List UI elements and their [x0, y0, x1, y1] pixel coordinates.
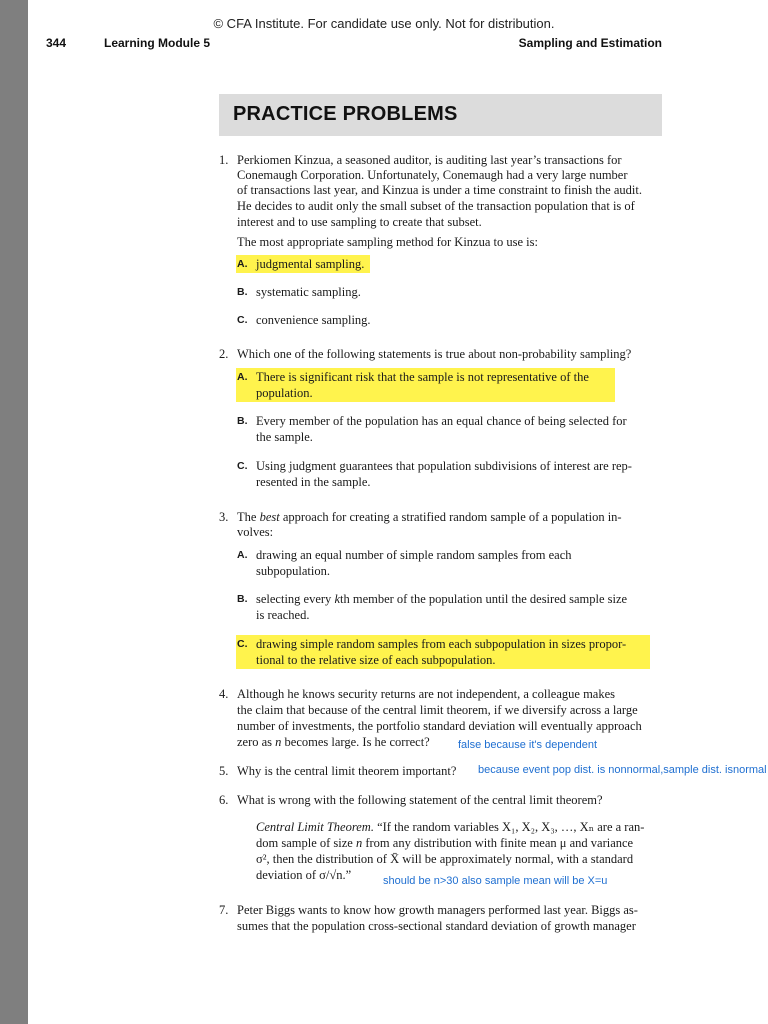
- q6-line: What is wrong with the following statement of the central limit theorem?: [237, 793, 603, 807]
- q2-option-a: There is significant risk that the sample is not representative of the: [256, 370, 589, 384]
- q1-line: of transactions last year, and Kinzua is under a time constraint to finish the audit.: [237, 183, 642, 197]
- q1-option-a: judgmental sampling.: [256, 257, 365, 271]
- option-letter: C.: [237, 314, 248, 326]
- q5-line: Why is the central limit theorem important?: [237, 764, 457, 778]
- q6-quote-title: Central Limit Theorem.: [256, 820, 374, 834]
- handwritten-note: false because it's dependent: [458, 739, 598, 751]
- q4-line: Although he knows security returns are not independent, a colleague makes: [237, 687, 616, 701]
- q3-option-c: tional to the relative size of each subpopulation.: [256, 653, 496, 667]
- handwritten-note: should be n>30 also sample mean will be X=u: [383, 875, 608, 887]
- q1-line: Conemaugh Corporation. Unfortunately, Conemaugh had a very large number: [237, 168, 628, 182]
- banner-title: PRACTICE PROBLEMS: [233, 103, 458, 125]
- q3-option-b-text: th member of the population until the desired sample size: [340, 592, 628, 606]
- q3-text: The: [237, 510, 260, 524]
- left-margin-bar: [0, 0, 28, 1024]
- section-label: Sampling and Estimation: [518, 36, 662, 50]
- option-letter: C.: [237, 460, 248, 472]
- q2-option-b: Every member of the population has an equal chance of being selected for: [256, 414, 627, 428]
- question-number: 4.: [219, 687, 229, 701]
- q7-line: Peter Biggs wants to know how growth managers performed last year. Biggs as-: [237, 903, 638, 917]
- q4-line: the claim that because of the central limit theorem, if we diversify across a large: [237, 703, 638, 717]
- q1-line: interest and to use sampling to create that subset.: [237, 215, 482, 229]
- q4-line: [237, 734, 430, 750]
- option-letter: B.: [237, 593, 248, 605]
- handwritten-note: because event pop dist. is nonnormal,sample dist. isnormal: [478, 764, 767, 776]
- q4-line: number of investments, the portfolio standard deviation will eventually approach: [237, 719, 642, 733]
- q3-line: [237, 509, 622, 525]
- q6-quote-emphasis: n: [355, 836, 363, 850]
- q6-quote-line: [256, 835, 633, 851]
- option-letter: A.: [237, 371, 248, 383]
- q1-line: He decides to audit only the small subset of the transaction population that is of: [237, 199, 635, 213]
- q2-option-a: population.: [256, 386, 313, 400]
- q6-quote-text: “If the random variables X₁, X₂, X₃, …, Xₙ are a ran-: [373, 820, 645, 834]
- q6-quote-line: σ², then the distribution of X̄ will be approximately normal, with a standard: [256, 852, 634, 866]
- module-label: Learning Module 5: [104, 36, 211, 50]
- q4-emphasis: n: [275, 735, 282, 749]
- option-letter: A.: [237, 549, 248, 561]
- q3-option-c: drawing simple random samples from each subpopulation in sizes propor-: [256, 637, 627, 651]
- q4-text: zero as: [237, 735, 276, 749]
- q4-text: becomes large. Is he correct?: [281, 735, 430, 749]
- question-number: 7.: [219, 903, 229, 917]
- q3-option-a: subpopulation.: [256, 564, 330, 578]
- q6-quote-text: from any distribution with finite mean μ and variance: [362, 836, 634, 850]
- page-number: 344: [46, 36, 67, 50]
- q3-emphasis: best: [259, 510, 280, 524]
- q2-option-c: resented in the sample.: [256, 475, 371, 489]
- q3-line: volves:: [237, 525, 274, 539]
- q7-line: sumes that the population cross-sectional standard deviation of growth manager: [237, 919, 636, 933]
- option-letter: C.: [237, 638, 248, 650]
- copyright-note: © CFA Institute. For candidate use only. Not for distribution.: [213, 16, 555, 31]
- q6-quote-line: [256, 819, 644, 835]
- q1-option-c: convenience sampling.: [256, 313, 371, 327]
- question-number: 5.: [219, 764, 229, 778]
- q3-option-b: [256, 591, 627, 607]
- q3-option-a: drawing an equal number of simple random samples from each: [256, 548, 572, 562]
- option-letter: B.: [237, 415, 248, 427]
- q6-quote-text: dom sample of size: [256, 836, 356, 850]
- q3-text: approach for creating a stratified random sample of a population in-: [279, 510, 622, 524]
- q6-quote-line: deviation of σ/√n.”: [256, 868, 352, 882]
- q2-line: Which one of the following statements is true about non-probability sampling?: [237, 347, 632, 361]
- question-number: 2.: [219, 347, 229, 361]
- q3-option-b-emphasis: k: [334, 592, 340, 606]
- q3-option-b: is reached.: [256, 608, 310, 622]
- option-letter: B.: [237, 286, 248, 298]
- q1-line: Perkiomen Kinzua, a seasoned auditor, is auditing last year’s transactions for: [237, 153, 622, 167]
- practice-problems-banner: [219, 94, 662, 136]
- q2-option-b: the sample.: [256, 430, 313, 444]
- question-number: 1.: [219, 153, 229, 167]
- q1-option-b: systematic sampling.: [256, 285, 361, 299]
- q3-option-b-text: selecting every: [256, 592, 335, 606]
- q1-prompt: The most appropriate sampling method for Kinzua to use is:: [237, 235, 538, 249]
- option-letter: A.: [237, 258, 248, 270]
- q2-option-c: Using judgment guarantees that population subdivisions of interest are rep-: [256, 459, 632, 473]
- question-number: 6.: [219, 793, 229, 807]
- question-number: 3.: [219, 510, 229, 524]
